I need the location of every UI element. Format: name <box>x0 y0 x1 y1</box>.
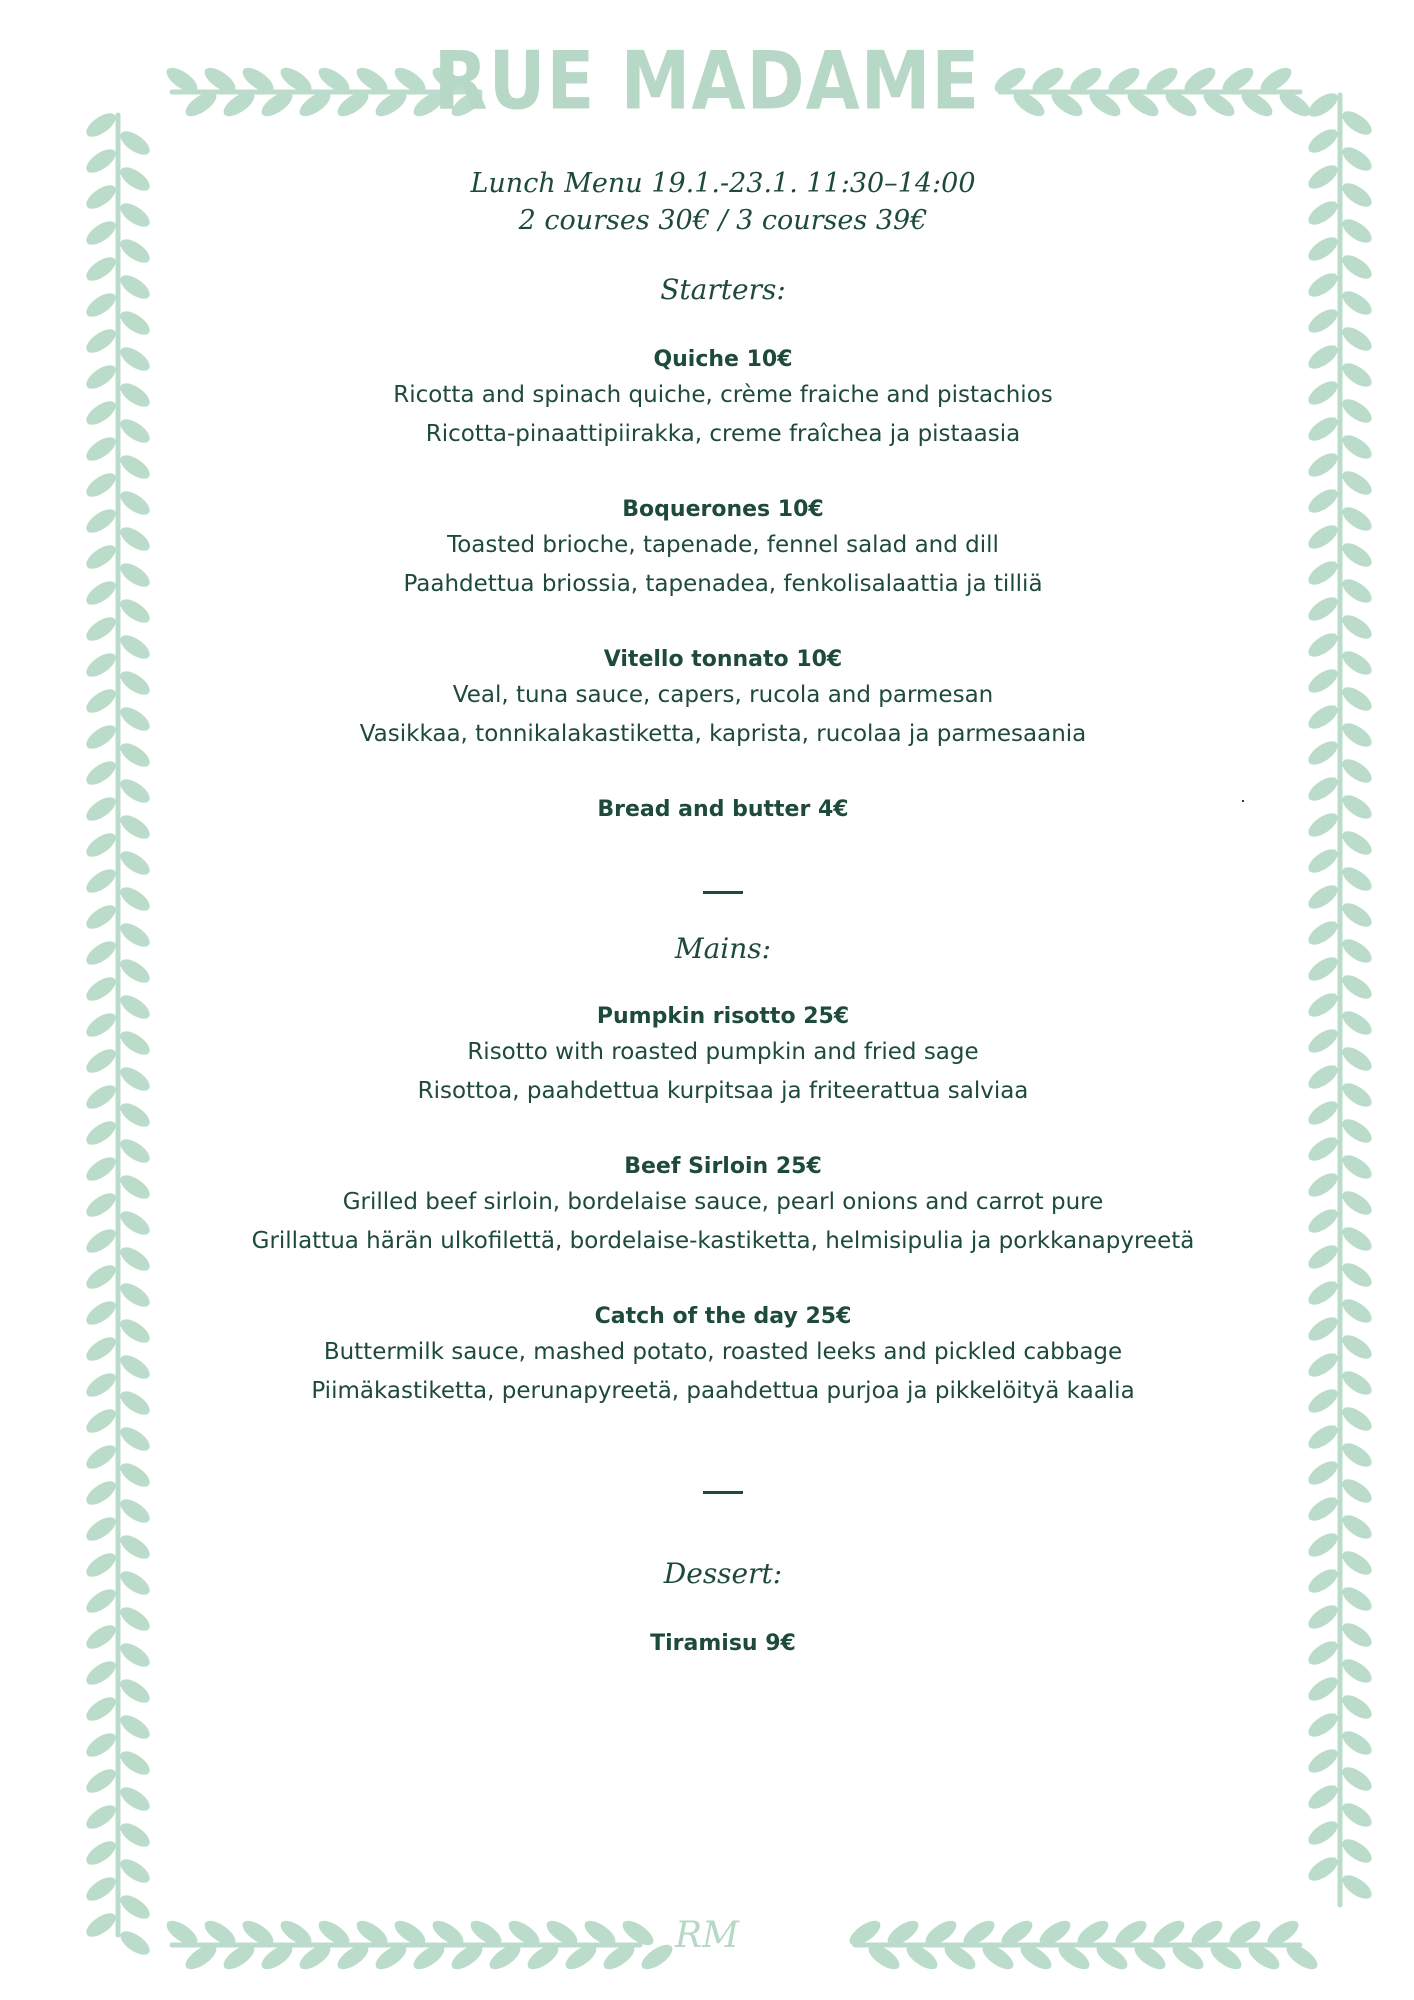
vine-border-left-leaf <box>82 1621 119 1654</box>
vine-border-right-leaf <box>1338 683 1375 716</box>
vine-border-right-leaf <box>1304 341 1341 374</box>
vine-border-right-leaf <box>1338 575 1375 608</box>
vine-border-right-leaf <box>1304 593 1341 626</box>
dish-name: Catch of the day 25€ <box>594 1304 852 1329</box>
vine-border-left-leaf <box>116 883 153 916</box>
dish-description-fi: Piimäkastiketta, perunapyreetä, paahdettua purjoa ja pikkelöityä kaalia <box>311 1378 1135 1404</box>
vine-border-left-leaf <box>82 1117 119 1150</box>
vine-border-left-leaf <box>82 1477 119 1510</box>
vine-border-left-leaf <box>116 1711 153 1744</box>
vine-border-left-leaf <box>82 505 119 538</box>
vine-border-left-leaf <box>82 397 119 430</box>
vine-border-right-leaf <box>1304 557 1341 590</box>
vine-border-right-leaf <box>1304 1421 1341 1454</box>
vine-border-right-leaf <box>1338 1187 1375 1220</box>
vine-border-left-leaf <box>116 1171 153 1204</box>
vine-border-right-leaf <box>1304 1385 1341 1418</box>
vine-border-right-leaf <box>1338 395 1375 428</box>
menu-item <box>207 1151 1239 1261</box>
vine-border-left-leaf <box>82 1153 119 1186</box>
vine-border-left-leaf <box>82 433 119 466</box>
vine-border-left-leaf <box>116 307 153 340</box>
vine-border-left-leaf <box>116 1459 153 1492</box>
dish-name: Pumpkin risotto 25€ <box>596 1004 850 1029</box>
vine-border-left-leaf <box>82 937 119 970</box>
vine-border-right-leaf <box>1338 791 1375 824</box>
dish-description-fi: Paahdettua briossia, tapenadea, fenkolisalaattia ja tilliä <box>403 571 1043 597</box>
vine-border-right-leaf <box>1338 251 1375 284</box>
vine-border-right-leaf <box>1304 377 1341 410</box>
vine-border-left-leaf <box>82 1513 119 1546</box>
vine-border-left-leaf <box>116 451 153 484</box>
menu-item <box>207 344 1239 454</box>
vine-border-left-leaf <box>82 1297 119 1330</box>
vine-border-right-leaf <box>1304 233 1341 266</box>
dish-name: Boquerones 10€ <box>622 497 824 522</box>
vine-border-right-leaf <box>1304 665 1341 698</box>
vine-border-right-leaf <box>1338 431 1375 464</box>
vine-border-right-leaf <box>1304 521 1341 554</box>
vine-border-right-leaf <box>1338 1115 1375 1148</box>
vine-border-left-leaf <box>82 1657 119 1690</box>
dish-name: Vitello tonnato 10€ <box>603 647 843 672</box>
vine-border-right-leaf <box>1304 1493 1341 1526</box>
vine-border-right-leaf <box>1304 773 1341 806</box>
vine-border-left-leaf <box>116 1675 153 1708</box>
vine-border-left-leaf <box>116 1279 153 1312</box>
vine-border-left-leaf <box>82 217 119 250</box>
vine-border-right-leaf <box>1304 809 1341 842</box>
vine-border-left-leaf <box>82 1801 119 1834</box>
vine-border-right-leaf <box>1304 1673 1341 1706</box>
dish-description-en: Grilled beef sirloin, bordelaise sauce, pearl onions and carrot pure <box>342 1189 1104 1215</box>
vine-border-right-leaf <box>1304 1061 1341 1094</box>
vine-border-left-leaf <box>82 685 119 718</box>
menu-item <box>207 1001 1239 1111</box>
vine-border-left-leaf <box>116 343 153 376</box>
vine-border-right-leaf <box>1338 647 1375 680</box>
dish-name: Bread and butter 4€ <box>597 797 849 822</box>
vine-border-left-leaf <box>82 721 119 754</box>
vine-border-right-leaf <box>1304 845 1341 878</box>
vine-border-right-leaf <box>1338 359 1375 392</box>
vine-border-left-leaf <box>82 829 119 862</box>
vine-border-right-leaf <box>1304 1817 1341 1850</box>
vine-border-right-leaf <box>1304 449 1341 482</box>
vine-border-left-leaf <box>116 991 153 1024</box>
vine-border-right-leaf <box>1338 1259 1375 1292</box>
vine-border-left-leaf <box>82 1729 119 1762</box>
vine-border-left-leaf <box>82 361 119 394</box>
vine-border-right-leaf <box>1338 1043 1375 1076</box>
vine-border-left-leaf <box>116 271 153 304</box>
vine-border-right-leaf <box>1338 611 1375 644</box>
vine-border-left-leaf <box>82 1369 119 1402</box>
vine-border-right-leaf <box>1338 1583 1375 1616</box>
vine-border-left-leaf <box>82 1189 119 1222</box>
vine-border-left-leaf <box>116 955 153 988</box>
menu-item <box>207 794 1239 826</box>
monogram: RM <box>675 1915 739 1956</box>
section-divider <box>703 891 743 894</box>
vine-border-right-leaf <box>1338 1655 1375 1688</box>
vine-border-left-leaf <box>82 325 119 358</box>
vine-border-right-leaf <box>1304 1565 1341 1598</box>
vine-border-left-leaf <box>116 1531 153 1564</box>
starters-title: Starters: <box>660 273 786 306</box>
vine-border-left-leaf <box>116 523 153 556</box>
vine-border-left-leaf <box>82 541 119 574</box>
vine-border-left-leaf <box>82 181 119 214</box>
menu-content <box>207 165 1239 1660</box>
vine-border-right-leaf <box>1338 1511 1375 1544</box>
vine-border-right-leaf <box>1338 323 1375 356</box>
vine-border-right-leaf <box>1338 899 1375 932</box>
vine-border-left-leaf <box>116 1099 153 1132</box>
vine-border-right-leaf <box>1338 1079 1375 1112</box>
vine-border-left-leaf <box>116 1495 153 1528</box>
vine-border-right-leaf <box>1304 125 1341 158</box>
vine-border-left-leaf <box>82 145 119 178</box>
vine-border-left-leaf <box>116 1423 153 1456</box>
vine-border-right-leaf <box>1304 1457 1341 1490</box>
vine-border-left-leaf <box>116 1063 153 1096</box>
vine-border-right-leaf <box>1338 1835 1375 1868</box>
vine-border-left-leaf <box>82 1693 119 1726</box>
vine-border-right-leaf <box>1338 1547 1375 1580</box>
vine-border-right-leaf <box>1338 179 1375 212</box>
mains-title: Mains: <box>674 932 772 965</box>
lunch-menu-dates: Lunch Menu 19.1.-23.1. 11:30–14:00 <box>470 168 976 199</box>
vine-border-left-leaf <box>116 631 153 664</box>
vine-border-left-leaf <box>116 415 153 448</box>
vine-border-right-leaf <box>1304 269 1341 302</box>
vine-border-left-leaf <box>116 1603 153 1636</box>
vine-border-right-leaf <box>1338 1799 1375 1832</box>
vine-border-right-leaf <box>1338 1223 1375 1256</box>
vine-border-right-leaf <box>1338 935 1375 968</box>
vine-border-left-leaf <box>116 1135 153 1168</box>
vine-border-right-leaf <box>1304 485 1341 518</box>
menu-item <box>207 1628 1239 1660</box>
vine-border-left-leaf <box>82 1225 119 1258</box>
vine-border-right-leaf <box>1304 1529 1341 1562</box>
vine-border-left-leaf <box>82 613 119 646</box>
vine-border-left-leaf <box>116 235 153 268</box>
vine-border-left-leaf <box>82 865 119 898</box>
vine-border-right-leaf <box>1338 503 1375 536</box>
vine-border-right-leaf <box>1338 863 1375 896</box>
vine-border-right-leaf <box>1304 737 1341 770</box>
vine-border-left-leaf <box>82 1765 119 1798</box>
vine-border-right-leaf <box>1304 1637 1341 1670</box>
vine-border-left-leaf <box>116 811 153 844</box>
vine-border-right-leaf <box>1338 1403 1375 1436</box>
vine-border-right-leaf <box>1304 1097 1341 1130</box>
vine-border-right-leaf <box>1338 971 1375 1004</box>
dish-name: Beef Sirloin 25€ <box>624 1154 822 1179</box>
vine-border-right-leaf <box>1304 305 1341 338</box>
vine-border-right-leaf <box>1304 1205 1341 1238</box>
vine-border-right-leaf <box>1338 467 1375 500</box>
vine-border-left-leaf <box>116 595 153 628</box>
vine-border-left-leaf <box>116 1639 153 1672</box>
vine-border-right-leaf <box>1338 215 1375 248</box>
vine-border-right-leaf <box>1338 1763 1375 1796</box>
dish-description-fi: Vasikkaa, tonnikalakastiketta, kaprista, rucolaa ja parmesaania <box>359 721 1087 747</box>
vine-border-right-leaf <box>1304 917 1341 950</box>
vine-border-left-leaf <box>82 649 119 682</box>
vine-border-right-leaf <box>1304 161 1341 194</box>
vine-border-right-leaf <box>1304 1133 1341 1166</box>
vine-border-left-leaf <box>116 127 153 160</box>
vine-border-right-leaf <box>1338 827 1375 860</box>
course-prices: 2 courses 30€ / 3 courses 39€ <box>518 205 928 236</box>
vine-border-right-leaf <box>1304 629 1341 662</box>
vine-border-right-leaf <box>1304 1781 1341 1814</box>
vine-border-left-leaf <box>82 1081 119 1114</box>
vine-border-left-leaf <box>82 469 119 502</box>
vine-border-left-leaf <box>116 559 153 592</box>
vine-border-right-leaf <box>1338 539 1375 572</box>
vine-border-right-leaf <box>1338 287 1375 320</box>
vine-border-left-leaf <box>82 1585 119 1618</box>
vine-border-left-leaf <box>82 1441 119 1474</box>
dish-description-fi: Ricotta-pinaattipiirakka, creme fraîchea ja pistaasia <box>425 421 1021 447</box>
dessert-title: Dessert: <box>663 1557 783 1590</box>
vine-border-left-leaf <box>82 973 119 1006</box>
menu-item <box>207 494 1239 604</box>
vine-border-left-leaf <box>116 1567 153 1600</box>
vine-border-right-leaf <box>1304 1349 1341 1382</box>
vine-border-right-leaf <box>1304 1313 1341 1346</box>
vine-border-left-leaf <box>116 847 153 880</box>
vine-border-left-leaf <box>116 919 153 952</box>
stray-dot <box>1242 800 1244 802</box>
vine-border-right-leaf <box>1338 1007 1375 1040</box>
menu-item <box>207 1301 1239 1411</box>
vine-border-right-leaf <box>1304 1169 1341 1202</box>
vine-border-right-leaf <box>1304 1853 1341 1886</box>
vine-border-left-leaf <box>116 1027 153 1060</box>
vine-border-right-leaf <box>1304 989 1341 1022</box>
vine-border-left-leaf <box>82 793 119 826</box>
vine-border-left-leaf <box>82 289 119 322</box>
vine-border-left-leaf <box>82 253 119 286</box>
dish-description-fi: Risottoa, paahdettua kurpitsaa ja friteerattua salviaa <box>417 1078 1029 1104</box>
dish-description-en: Risotto with roasted pumpkin and fried sage <box>467 1039 979 1065</box>
vine-border-left-leaf <box>116 1783 153 1816</box>
vine-border-right-leaf <box>1338 1151 1375 1184</box>
vine-border-right-leaf <box>1304 1745 1341 1778</box>
vine-border-right-leaf <box>1338 143 1375 176</box>
vine-border-left-leaf <box>82 1333 119 1366</box>
dish-description-en: Ricotta and spinach quiche, crème fraiche and pistachios <box>393 382 1053 408</box>
vine-border-left-leaf <box>82 577 119 610</box>
vine-border-left-leaf <box>116 487 153 520</box>
vine-border-left-leaf <box>116 703 153 736</box>
vine-border-left-leaf <box>82 1873 119 1906</box>
vine-border-right-leaf <box>1304 701 1341 734</box>
vine-border-right-leaf <box>1338 1367 1375 1400</box>
vine-border-right-leaf <box>1338 1295 1375 1328</box>
vine-border-right-leaf <box>1304 881 1341 914</box>
vine-border-left-leaf <box>116 1207 153 1240</box>
vine-border-right-leaf <box>1304 1709 1341 1742</box>
dish-description-en: Buttermilk sauce, mashed potato, roasted leeks and pickled cabbage <box>323 1339 1123 1365</box>
vine-border-right-leaf <box>1338 1619 1375 1652</box>
vine-border-left-leaf <box>116 1315 153 1348</box>
vine-border-left-leaf <box>116 667 153 700</box>
vine-border-right-leaf <box>1338 1727 1375 1760</box>
vine-border-right-leaf <box>1304 953 1341 986</box>
vine-border-left-leaf <box>82 1261 119 1294</box>
vine-border-right-leaf <box>1304 1241 1341 1274</box>
vine-border-left-leaf <box>82 901 119 934</box>
vine-border-left-leaf <box>116 163 153 196</box>
vine-border-left-leaf <box>82 1837 119 1870</box>
vine-border-right-leaf <box>1338 1691 1375 1724</box>
dish-name: Tiramisu 9€ <box>650 1631 796 1656</box>
vine-border-left-leaf <box>116 1747 153 1780</box>
dish-name: Quiche 10€ <box>653 347 793 372</box>
vine-border-left-leaf <box>116 775 153 808</box>
vine-border-left-leaf <box>116 1855 153 1888</box>
vine-border-right-leaf <box>1338 1331 1375 1364</box>
vine-border-right-leaf <box>1338 755 1375 788</box>
vine-border-left-leaf <box>116 739 153 772</box>
vine-border-left-leaf <box>82 1405 119 1438</box>
vine-border-left-leaf <box>116 1387 153 1420</box>
vine-border-left-leaf <box>82 1045 119 1078</box>
vine-border-left-leaf <box>116 1243 153 1276</box>
vine-border-right-leaf <box>1338 1871 1375 1904</box>
vine-border-left-leaf <box>116 379 153 412</box>
vine-border-right-leaf <box>1338 1439 1375 1472</box>
dish-description-fi: Grillattua härän ulkofilettä, bordelaise-kastiketta, helmisipulia ja porkkanapyreetä <box>251 1228 1195 1254</box>
brand-name: RUE MADAME <box>433 33 981 129</box>
vine-border-right-leaf <box>1304 1601 1341 1634</box>
vine-border-left-leaf <box>82 1009 119 1042</box>
vine-border-left-leaf <box>116 199 153 232</box>
vine-border-right-leaf <box>1304 197 1341 230</box>
section-divider <box>703 1491 743 1494</box>
vine-border-right-leaf <box>1338 719 1375 752</box>
vine-border-left-leaf <box>116 1351 153 1384</box>
vine-border-right-leaf <box>1304 1025 1341 1058</box>
vine-border-left-leaf <box>82 1549 119 1582</box>
menu-item <box>207 644 1239 754</box>
vine-border-right-leaf <box>1304 413 1341 446</box>
vine-border-right-leaf <box>1338 1475 1375 1508</box>
vine-border-left-leaf <box>116 1819 153 1852</box>
dish-description-en: Veal, tuna sauce, capers, rucola and parmesan <box>452 682 994 708</box>
vine-border-left-leaf <box>82 757 119 790</box>
dish-description-en: Toasted brioche, tapenade, fennel salad and dill <box>447 532 999 558</box>
vine-border-right-leaf <box>1304 1277 1341 1310</box>
